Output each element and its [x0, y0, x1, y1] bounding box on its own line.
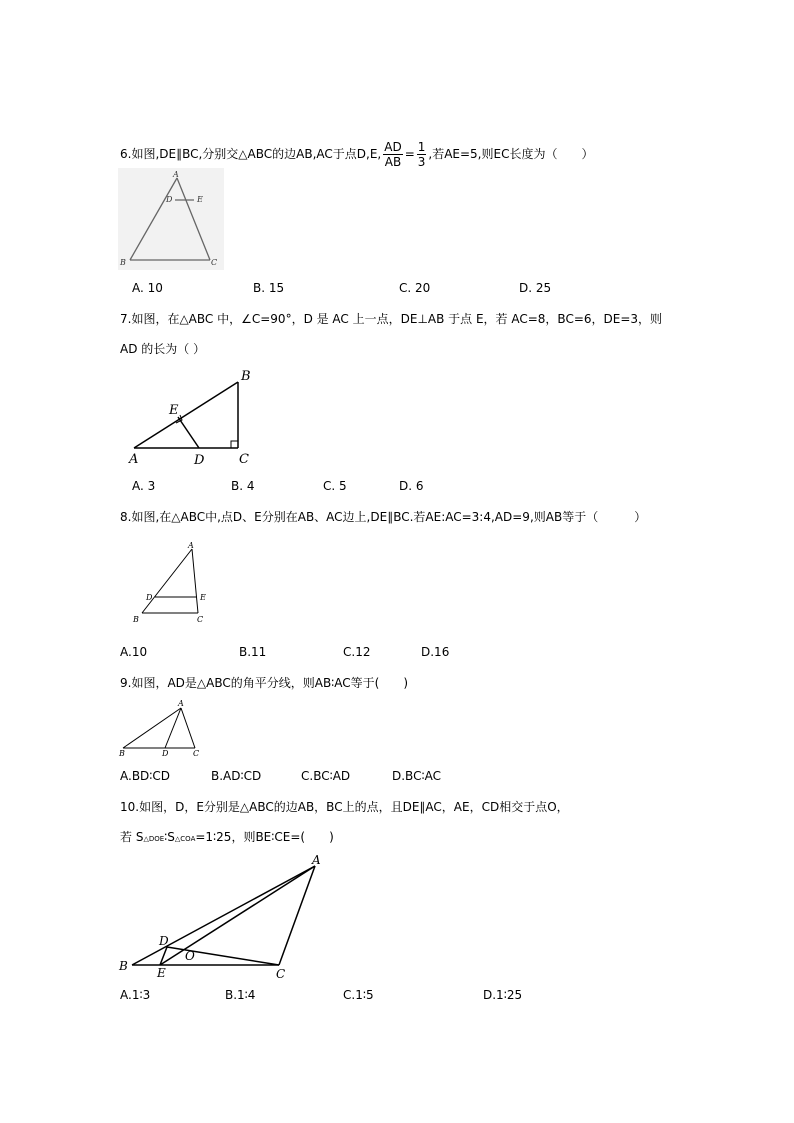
q7-label-d: D: [194, 453, 205, 468]
q6-option-c[interactable]: C. 20: [399, 281, 431, 295]
q10-option-b[interactable]: B.1∶4: [225, 988, 256, 1002]
q8-label-e: E: [200, 593, 206, 602]
q8-stem: 8.如图,在△ABC中,点D、E分别在AB、AC边上,DE∥BC.若AE:AC=3:4,AD=9,则AB等于（ ）: [120, 510, 647, 524]
q7-label-e: E: [169, 403, 179, 418]
q9-option-d[interactable]: D.BC∶AC: [392, 769, 441, 783]
q7-option-a[interactable]: A. 3: [132, 479, 156, 493]
q7-option-b[interactable]: B. 4: [231, 479, 255, 493]
q7-label-b: B: [241, 369, 251, 384]
q7-label-c: C: [239, 452, 249, 467]
q6-label-e: E: [197, 195, 203, 204]
q6-option-b[interactable]: B. 15: [253, 281, 285, 295]
q6-fraction-ad-ab: $\frac{AD}{AB}$: [384, 140, 402, 169]
q10-label-d: D: [159, 934, 169, 948]
q7-figure: [125, 366, 265, 470]
q8-option-b[interactable]: B.11: [239, 645, 267, 659]
q9-stem: 9.如图，AD是△ABC的角平分线，则AB∶AC等于( ): [120, 676, 409, 690]
q8-option-c[interactable]: C.12: [343, 645, 371, 659]
q8-label-d: D: [146, 593, 153, 602]
q9-label-d: D: [162, 749, 169, 758]
q6-label-a: A: [173, 170, 179, 179]
q9-option-b[interactable]: B.AD∶CD: [211, 769, 262, 783]
q6-fraction-1-3: $\frac{1}{3}$: [417, 140, 426, 169]
q6-option-d[interactable]: D. 25: [519, 281, 552, 295]
q10-sub-coa: △COA: [174, 835, 196, 843]
q7-label-a: A: [129, 452, 139, 467]
q10-option-c[interactable]: C.1∶5: [343, 988, 374, 1002]
q10-label-b: B: [119, 959, 128, 973]
q10-sub-doe: △DOE: [143, 835, 165, 843]
q9-figure: [117, 696, 207, 758]
q9-label-a: A: [178, 699, 184, 708]
q6-stem: 6.如图,DE∥BC,分别交△ABC的边AB,AC于点D,E, $\frac{AD}{AB}$ = $\frac{1}{3}$ ,若AE=5,则EC长度为（ ）: [120, 140, 594, 169]
q8-option-d[interactable]: D.16: [421, 645, 450, 659]
q7-option-d[interactable]: D. 6: [399, 479, 424, 493]
q6-option-a[interactable]: A. 10: [132, 281, 163, 295]
q7-stem-line1: 7.如图，在△ABC 中，∠C=90°，D 是 AC 上一点，DE⊥AB 于点 E，若 AC=8，BC=6，DE=3，则: [120, 312, 663, 326]
q10-stem-line1: 10.如图，D，E分别是△ABC的边AB，BC上的点，且DE∥AC，AE，CD相交于点O，: [120, 800, 569, 814]
q10-label-o: O: [185, 949, 195, 963]
q8-label-b: B: [133, 615, 139, 624]
q7-stem-line2: AD 的长为（ ）: [120, 342, 206, 356]
q8-figure: [130, 539, 216, 627]
q8-label-a: A: [188, 541, 194, 550]
q6-label-d: D: [166, 195, 173, 204]
q9-label-b: B: [119, 749, 125, 758]
q6-label-b: B: [120, 258, 126, 267]
q9-label-c: C: [193, 749, 200, 758]
q8-option-a[interactable]: A.10: [120, 645, 148, 659]
q10-label-a: A: [312, 853, 321, 867]
q8-label-c: C: [197, 615, 204, 624]
q6-figure: [118, 168, 224, 270]
q10-label-e: E: [157, 966, 166, 980]
q7-option-c[interactable]: C. 5: [323, 479, 347, 493]
q10-option-a[interactable]: A.1∶3: [120, 988, 151, 1002]
q10-figure: [115, 850, 330, 980]
q10-option-d[interactable]: D.1∶25: [483, 988, 523, 1002]
q6-text-after: ,若AE=5,则EC长度为（ ）: [428, 147, 594, 161]
q6-text-before: 6.如图,DE∥BC,分别交△ABC的边AB,AC于点D,E,: [120, 147, 382, 161]
q6-label-c: C: [211, 258, 218, 267]
q9-option-a[interactable]: A.BD∶CD: [120, 769, 171, 783]
q9-option-c[interactable]: C.BC∶AD: [301, 769, 351, 783]
q10-stem-line2: 若 S△DOE∶S△COA=1∶25，则BE∶CE=( ): [120, 830, 334, 844]
q10-label-c: C: [276, 967, 286, 980]
